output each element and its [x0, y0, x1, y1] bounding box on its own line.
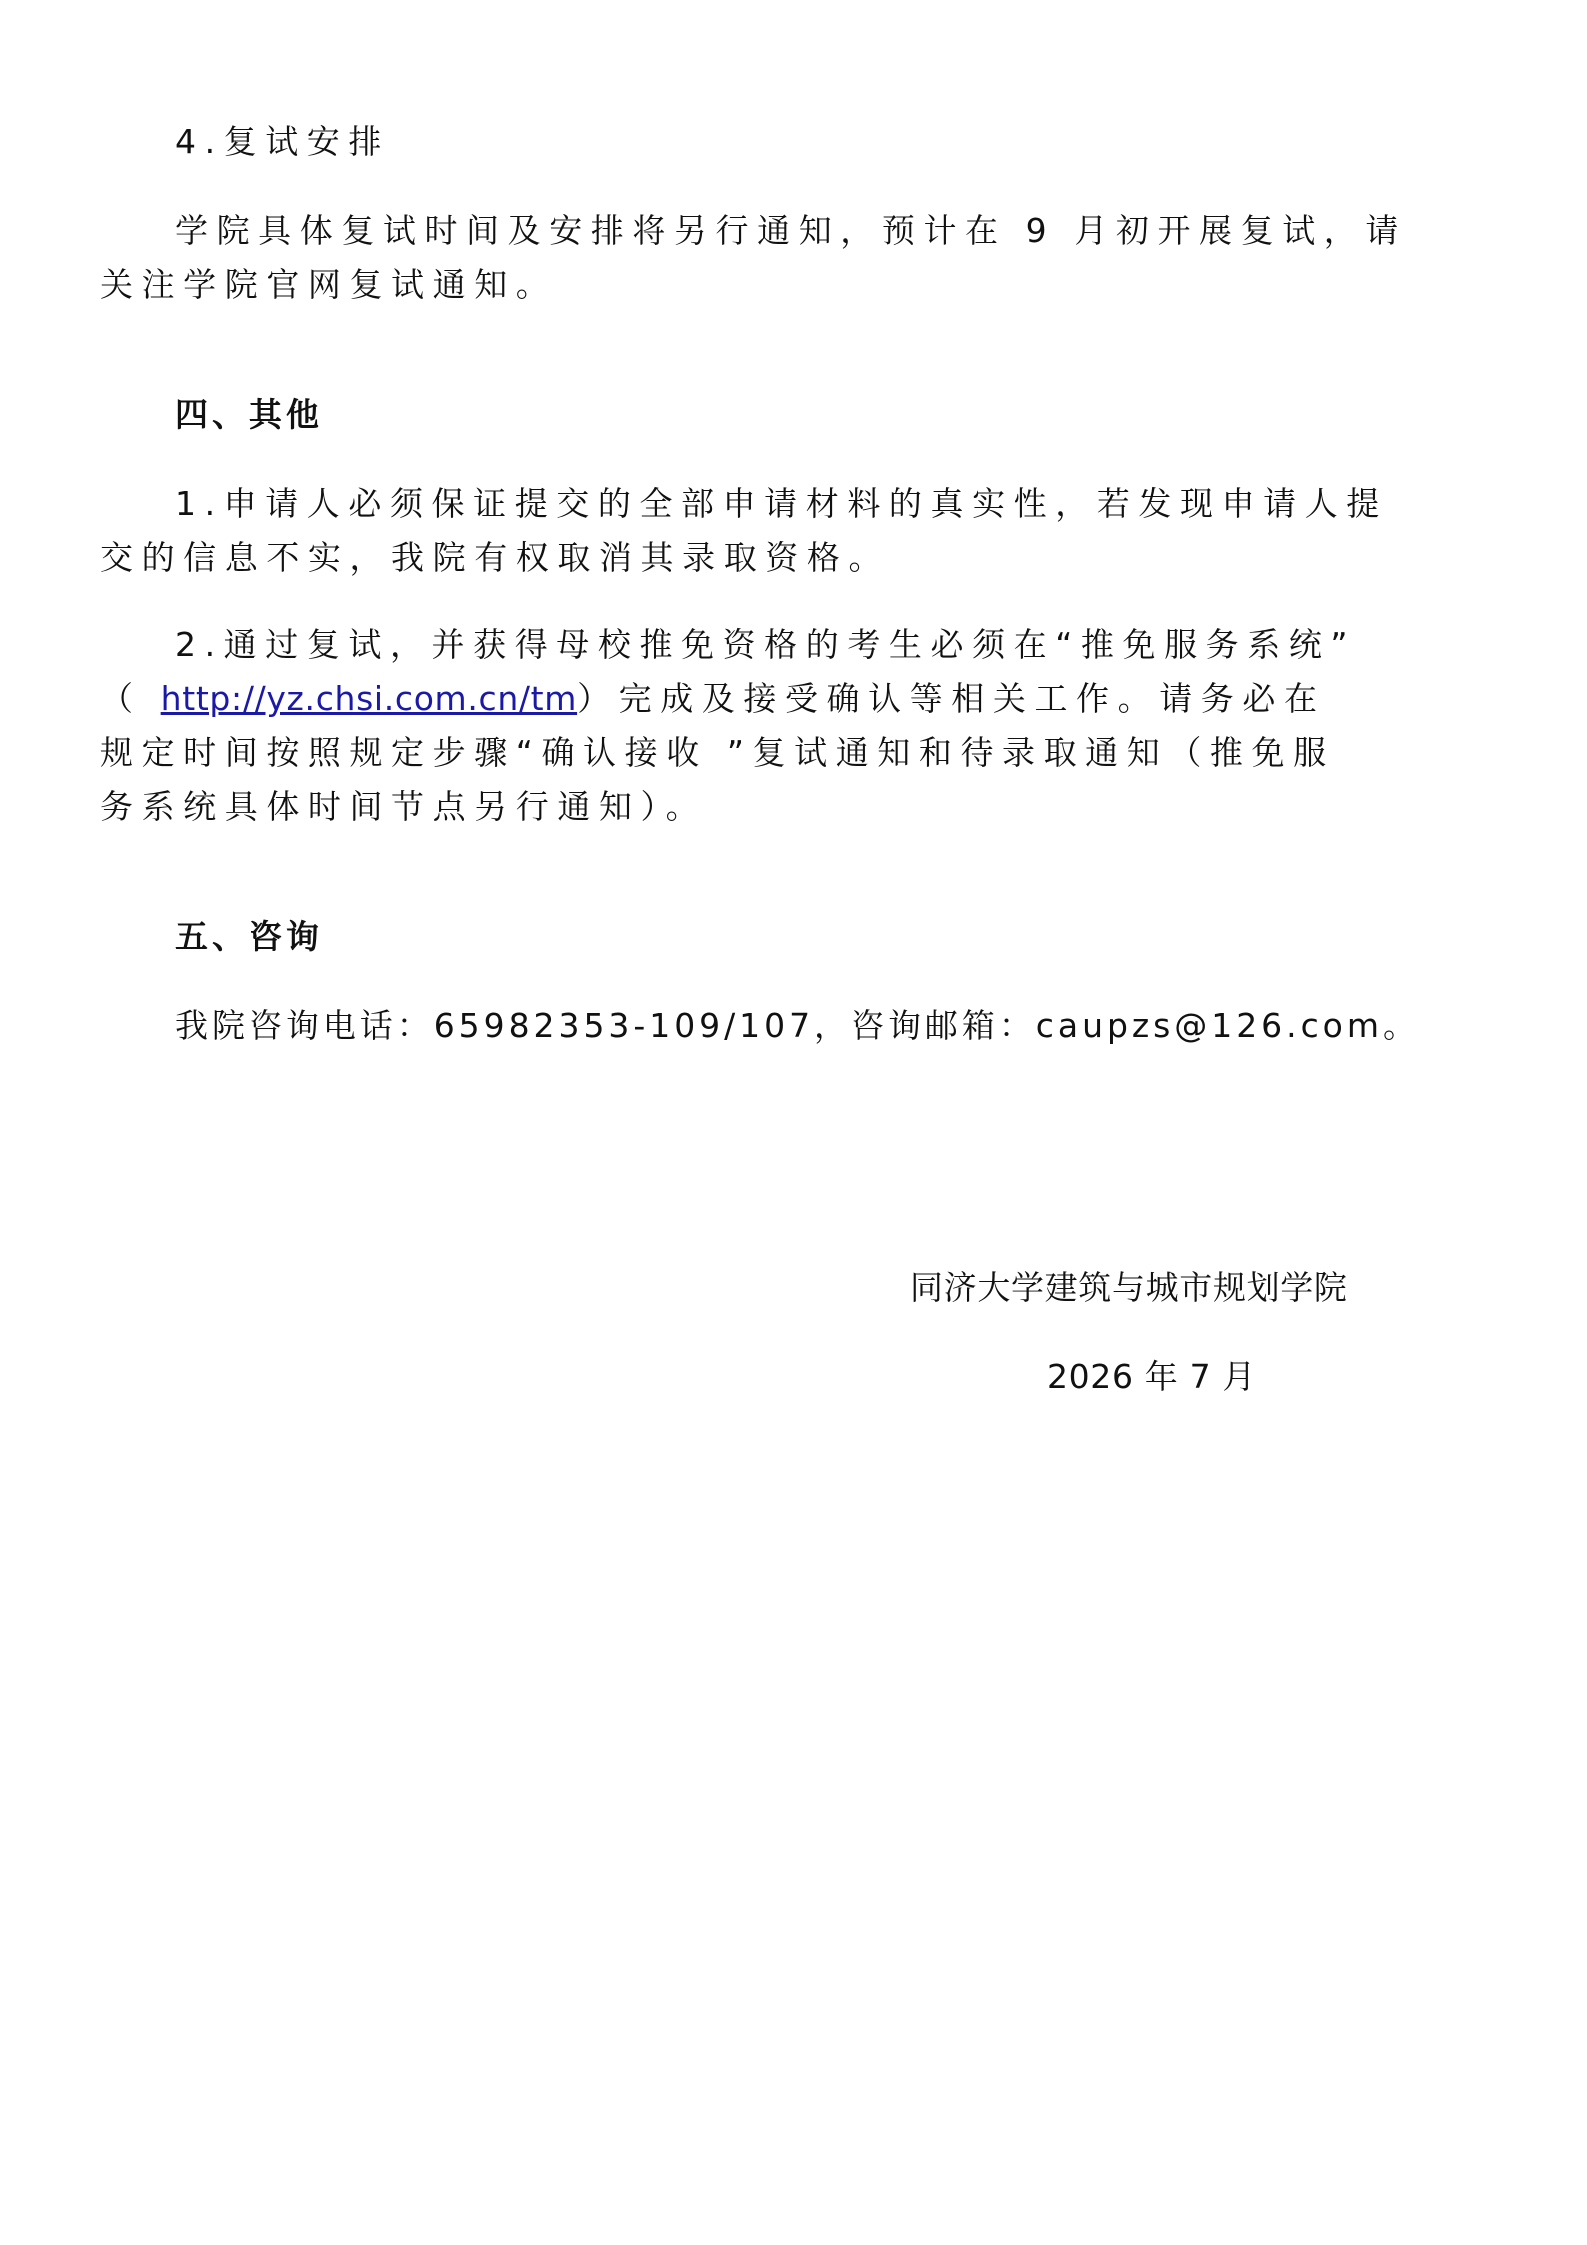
other-item2-line2: [100, 677, 1326, 721]
contact-body: 我院咨询电话：65982353-109/107，咨询邮箱：caupzs@126.com。: [175, 1006, 1420, 1045]
other-item1-line2: 交的信息不实，我院有权取消其录取资格。: [100, 538, 891, 577]
other-item2-line2-rest: ）完成及接受确认等相关工作。请务必在: [577, 679, 1326, 718]
section-heading-contact: 五、咨询: [175, 917, 323, 956]
signature-org: 同济大学建筑与城市规划学院: [910, 1268, 1348, 1307]
item4-body-line1: 学院具体复试时间及安排将另行通知，预计在 9 月初开展复试，请: [175, 211, 1407, 250]
other-item2-line1: 2.通过复试，并获得母校推免资格的考生必须在“推免服务系统”: [175, 625, 1357, 664]
other-item2-line3: 规定时间按照规定步骤“确认接收 ”复试通知和待录取通知（推免服: [100, 733, 1335, 772]
signature-date: 2026 年 7 月: [1047, 1357, 1257, 1396]
other-item2-line4: 务系统具体时间节点另行通知）。: [100, 787, 708, 826]
chsi-link[interactable]: http://yz.chsi.com.cn/tm: [160, 679, 578, 718]
other-item1-line1: 1.申请人必须保证提交的全部申请材料的真实性，若发现申请人提: [175, 484, 1388, 523]
item4-title: 4.复试安排: [175, 122, 390, 161]
section-heading-other: 四、其他: [175, 395, 323, 434]
item4-body-line2: 关注学院官网复试通知。: [100, 265, 558, 304]
open-paren: （: [100, 679, 161, 718]
